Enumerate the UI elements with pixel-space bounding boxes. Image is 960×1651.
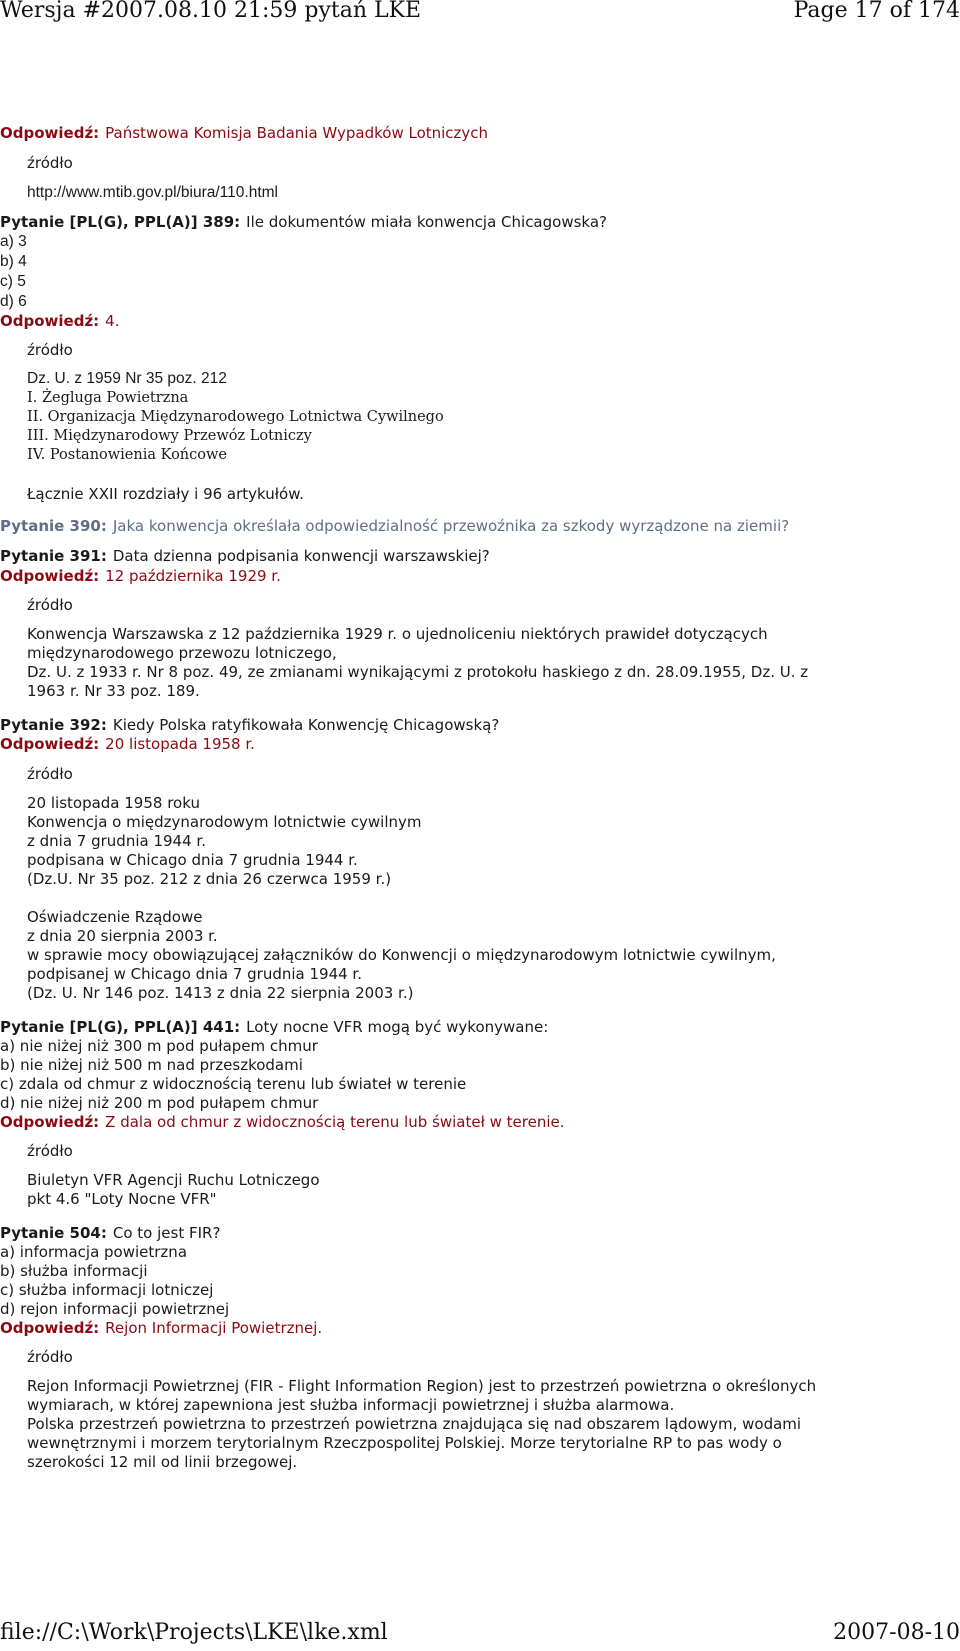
file-path: file://C:\Work\Projects\LKE\lke.xml — [0, 1620, 388, 1645]
option-c: c) 5 — [0, 273, 26, 290]
question-504: Pytanie 504: Co to jest FIR? — [0, 1224, 221, 1242]
source-line: z dnia 20 sierpnia 2003 r. — [27, 927, 218, 945]
option-b: b) 4 — [0, 253, 27, 270]
source-line: szerokości 12 mil od linii brzegowej. — [27, 1453, 298, 1471]
source-line: podpisanej w Chicago dnia 7 grudnia 1944 r. — [27, 965, 362, 983]
source-line: pkt 4.6 "Loty Nocne VFR" — [27, 1190, 217, 1208]
source-label: źródło — [27, 341, 73, 359]
answer-line: Odpowiedź: Rejon Informacji Powietrznej. — [0, 1319, 323, 1337]
option-a: a) informacja powietrzna — [0, 1243, 188, 1261]
source-line: Biuletyn VFR Agencji Ruchu Lotniczego — [27, 1171, 320, 1189]
option-d: d) 6 — [0, 293, 27, 310]
question-389: Pytanie [PL(G), PPL(A)] 389: Ile dokumentów miała konwencja Chicagowska? — [0, 213, 607, 231]
page-number: Page 17 of 174 — [793, 0, 960, 23]
source-line: w sprawie mocy obowiązującej załączników do Konwencji o międzynarodowym lotnictwie cywilnym, — [27, 946, 776, 964]
source-label: źródło — [27, 154, 73, 172]
source-line: Konwencja Warszawska z 12 października 1929 r. o ujednoliceniu niektórych prawideł dotyczących — [27, 625, 768, 643]
answer-line: Odpowiedź: 12 października 1929 r. — [0, 567, 281, 585]
source-label: źródło — [27, 765, 73, 783]
answer-line: Odpowiedź: 4. — [0, 312, 120, 330]
source-label: źródło — [27, 1348, 73, 1366]
answer-line: Odpowiedź: 20 listopada 1958 r. — [0, 735, 255, 753]
source-line: Konwencja o międzynarodowym lotnictwie cywilnym — [27, 813, 422, 831]
option-b: b) służba informacji — [0, 1262, 148, 1280]
source-label: źródło — [27, 1142, 73, 1160]
question-392: Pytanie 392: Kiedy Polska ratyfikowała Konwencję Chicagowską? — [0, 716, 500, 734]
source-line: IV. Postanowienia Końcowe — [27, 447, 227, 463]
source-line: II. Organizacja Międzynarodowego Lotnictwa Cywilnego — [27, 409, 444, 425]
answer-line: Odpowiedź: Państwowa Komisja Badania Wypadków Lotniczych — [0, 124, 489, 142]
source-label: źródło — [27, 596, 73, 614]
answer-line: Odpowiedź: Z dala od chmur z widocznością terenu lub świateł w terenie. — [0, 1113, 565, 1131]
option-d: d) rejon informacji powietrznej — [0, 1300, 230, 1318]
source-line: 20 listopada 1958 roku — [27, 794, 200, 812]
source-link[interactable]: http://www.mtib.gov.pl/biura/110.html — [27, 184, 278, 201]
source-line: Łącznie XXII rozdziały i 96 artykułów. — [27, 485, 304, 503]
source-line: wymiarach, w której zapewniona jest służba informacji powietrznej i służba alarmowa. — [27, 1396, 675, 1414]
option-c: c) zdala od chmur z widocznością terenu lub świateł w terenie — [0, 1075, 467, 1093]
source-line: (Dz. U. Nr 146 poz. 1413 z dnia 22 sierpnia 2003 r.) — [27, 984, 414, 1002]
option-a: a) 3 — [0, 233, 27, 250]
source-line: podpisana w Chicago dnia 7 grudnia 1944 r. — [27, 851, 358, 869]
source-line: z dnia 7 grudnia 1944 r. — [27, 832, 206, 850]
source-line: Dz. U. z 1933 r. Nr 8 poz. 49, ze zmianami wynikającymi z protokołu haskiego z dn. 28.09.1955, Dz. U. z — [27, 663, 809, 681]
print-date: 2007-08-10 — [833, 1620, 960, 1645]
source-line: wewnętrznymi i morzem terytorialnym Rzeczpospolitej Polskiej. Morze terytorialne RP to pas wody o — [27, 1434, 782, 1452]
option-d: d) nie niżej niż 200 m pod pułapem chmur — [0, 1094, 319, 1112]
option-b: b) nie niżej niż 500 m nad przeszkodami — [0, 1056, 303, 1074]
source-line: (Dz.U. Nr 35 poz. 212 z dnia 26 czerwca 1959 r.) — [27, 870, 392, 888]
source-line: III. Międzynarodowy Przewóz Lotniczy — [27, 428, 312, 444]
source-line: I. Żegluga Powietrzna — [27, 390, 189, 406]
version-title: Wersja #2007.08.10 21:59 pytań LKE — [0, 0, 422, 23]
question-441: Pytanie [PL(G), PPL(A)] 441: Loty nocne VFR mogą być wykonywane: — [0, 1018, 549, 1036]
question-391: Pytanie 391: Data dzienna podpisania konwencji warszawskiej? — [0, 547, 490, 565]
source-line: Oświadczenie Rządowe — [27, 908, 203, 926]
question-390: Pytanie 390: Jaka konwencja określała odpowiedzialność przewoźnika za szkody wyrządzone na ziemii? — [0, 517, 790, 535]
option-c: c) służba informacji lotniczej — [0, 1281, 214, 1299]
source-line: międzynarodowego przewozu lotniczego, — [27, 644, 337, 662]
source-line: Dz. U. z 1959 Nr 35 poz. 212 — [27, 370, 227, 387]
source-line: 1963 r. Nr 33 poz. 189. — [27, 682, 200, 700]
option-a: a) nie niżej niż 300 m pod pułapem chmur — [0, 1037, 318, 1055]
source-line: Rejon Informacji Powietrznej (FIR - Flight Information Region) jest to przestrzeń powietrzna o określonych — [27, 1377, 817, 1395]
source-line: Polska przestrzeń powietrzna to przestrzeń powietrzna znajdująca się nad obszarem lądowym, wodami — [27, 1415, 802, 1433]
